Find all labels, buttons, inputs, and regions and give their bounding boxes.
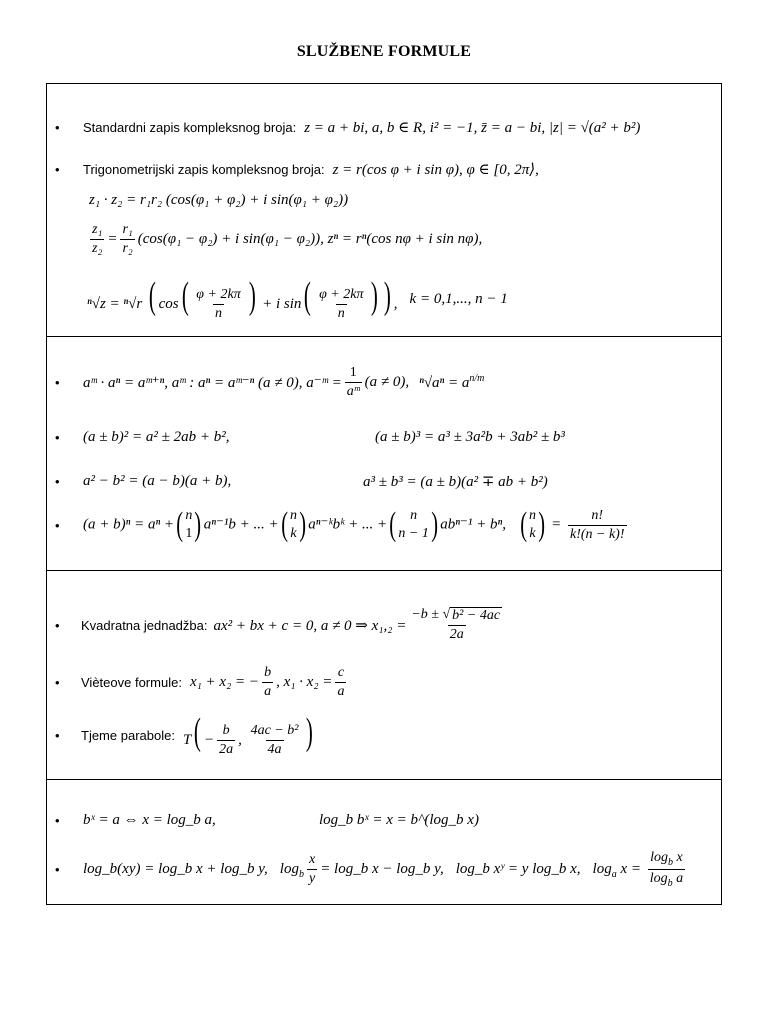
vieta-formula: x₁ + x₂ = −	[189, 674, 260, 690]
log-change-base: $\log_a x$ = $\frac{\log_b x}{\log_b a}$	[592, 850, 684, 889]
bullet: •	[55, 120, 60, 135]
powers-row: • aᵐ · aⁿ = aᵐ⁺ⁿ, aᵐ : aⁿ = aᵐ⁻ⁿ (a ≠ 0), a⁻ᵐ = $\frac{1}{\text{aᵐ}}$ (a ≠ 0), $^n√a^n = a^{n/m}$	[55, 365, 485, 399]
complex-numbers-section	[46, 83, 722, 337]
log-identity: log_b bˣ = x = b^(log_b x)	[319, 812, 479, 828]
bullet: •	[55, 430, 60, 445]
bullet: •	[55, 162, 60, 177]
quotient-row: $\frac{\text{z₁}}{\text{z₂}}$ = $\frac{\text{r₁}}{\text{r₂}}$ (cos(φ₁ − φ₂) + i sin(φ₁ − φ₂)), zⁿ = rⁿ(cos nφ + i sin nφ),	[92, 222, 483, 256]
square-formula: (a ± b)² = a² ± 2ab + b²,	[83, 429, 230, 445]
logarithms-section	[46, 779, 722, 905]
bullet: •	[55, 375, 60, 390]
bullet: •	[55, 474, 60, 489]
powers-formula: aᵐ · aⁿ = aᵐ⁺ⁿ, aᵐ : aⁿ = aᵐ⁻ⁿ (a ≠ 0), a⁻ᵐ =	[83, 375, 342, 391]
trig-form-row	[47, 160, 721, 179]
cube-formula: (a ± b)³ = a³ ± 3a²b + 3ab² ± b³	[375, 429, 565, 445]
bullet: •	[55, 862, 60, 877]
log-definition: bˣ = a ⇔ x = log_b a,	[83, 812, 216, 828]
log-product: log_b(xy) = log_b x + log_b y,	[83, 861, 268, 877]
vieta-row: • Vièteove formule: x₁ + x₂ = − $\frac{b}{a}$ , x₁ · x₂ = $\frac{c}{a}$	[55, 665, 345, 699]
square-cube-row	[47, 429, 721, 446]
log-power: log_b xʸ = y log_b x,	[455, 861, 581, 877]
powers-section	[46, 336, 722, 571]
standard-form-row	[47, 118, 721, 137]
quadratic-label: Kvadratna jednadžba:	[81, 617, 208, 633]
vieta-formula-2: , x₁ · x₂ =	[276, 674, 333, 690]
bullet: •	[55, 728, 60, 744]
log-quotient: = log_b x − log_b y,	[320, 861, 444, 877]
vertex-formula: T( − $\frac{b}{2a}$ , $\frac{\text{4ac − b²}}{4a}$ )	[182, 711, 314, 758]
log-row-2: • log_b(xy) = log_b x + log_b y, $\log_b$ $\frac{x}{y}$ = log_b x − log_b y, log_b xʸ = y log_b x, $\log_a x$ = $\frac{\log_b x}{\log_b a}$	[47, 850, 721, 889]
diff-squares-formula: a² − b² = (a − b)(a + b),	[83, 473, 232, 489]
quadratic-formula: ax² + bx + c = 0, a ≠ 0 ⇒ x₁,₂ =	[213, 617, 407, 634]
binomial-row	[47, 507, 721, 543]
root-formula: ⁿ√z = ⁿ√r ( cos( $\frac{\varphi + 2k\pi}{n}$ ) + i sin( $\frac{\varphi + 2k\pi}{n}$ ) ) ,	[87, 275, 398, 322]
nth-root-power: $^n√a^n = a^{n/m}$	[419, 373, 485, 391]
r-fraction: $\frac{\text{r₁}}{\text{r₂}}$	[122, 222, 133, 256]
vertex-label: Tjeme parabole:	[81, 728, 175, 744]
bullet: •	[55, 813, 60, 828]
product-row	[47, 192, 721, 209]
bullet: •	[55, 617, 60, 633]
product-formula: z₁ · z₂ = r₁r₂ (cos(φ₁ + φ₂) + i sin(φ₁ + φ₂))	[89, 192, 349, 208]
z-fraction: $\frac{\text{z₁}}{\text{z₂}}$	[92, 222, 103, 256]
standard-form-label: Standardni zapis kompleksnog broja:	[83, 120, 297, 135]
bullet: •	[55, 675, 60, 690]
powers-formula-b: (a ≠ 0),	[364, 374, 410, 390]
trig-form-label: Trigonometrijski zapis kompleksnog broja:	[83, 162, 325, 177]
quadratic-section	[46, 570, 722, 780]
binomial-formula: (a + b)ⁿ = aⁿ + ( n 1 ) aⁿ⁻¹b + ... + ( n k ) aⁿ⁻ᵏbᵏ + ... + ( n n − 1 ) abⁿ⁻¹ + bⁿ, ( n k ) = $\frac{n!}{k!(n - k)!}$	[83, 506, 625, 543]
quadratic-row: • Kvadratna jednadžba: ax² + bx + c = 0, a ≠ 0 ⇒ x₁,₂ = −b ± √ b² − 4ac 2a	[55, 607, 501, 642]
bullet: •	[55, 517, 60, 533]
diff-sum-row	[47, 472, 721, 491]
quotient-formula: (cos(φ₁ − φ₂) + i sin(φ₁ − φ₂)), zⁿ = rⁿ(cos nφ + i sin nφ),	[137, 231, 483, 247]
page-title: SLUŽBENE FORMULE	[296, 43, 472, 60]
sum-cubes-formula: a³ ± b³ = (a ± b)(a² ∓ ab + b²)	[363, 474, 548, 490]
root-k-range: k = 0,1,..., n − 1	[409, 291, 508, 308]
log-row-1	[47, 812, 721, 829]
standard-form-formula: z = a + bi, a, b ∈ R, i² = −1, z̄ = a − bi, |z| = √(a² + b²)	[304, 120, 641, 136]
vieta-label: Vièteove formule:	[81, 675, 182, 690]
trig-form-formula: z = r(cos φ + i sin φ), φ ∈ [0, 2π⟩,	[332, 162, 539, 178]
vertex-row	[47, 713, 721, 758]
root-row	[47, 277, 721, 322]
